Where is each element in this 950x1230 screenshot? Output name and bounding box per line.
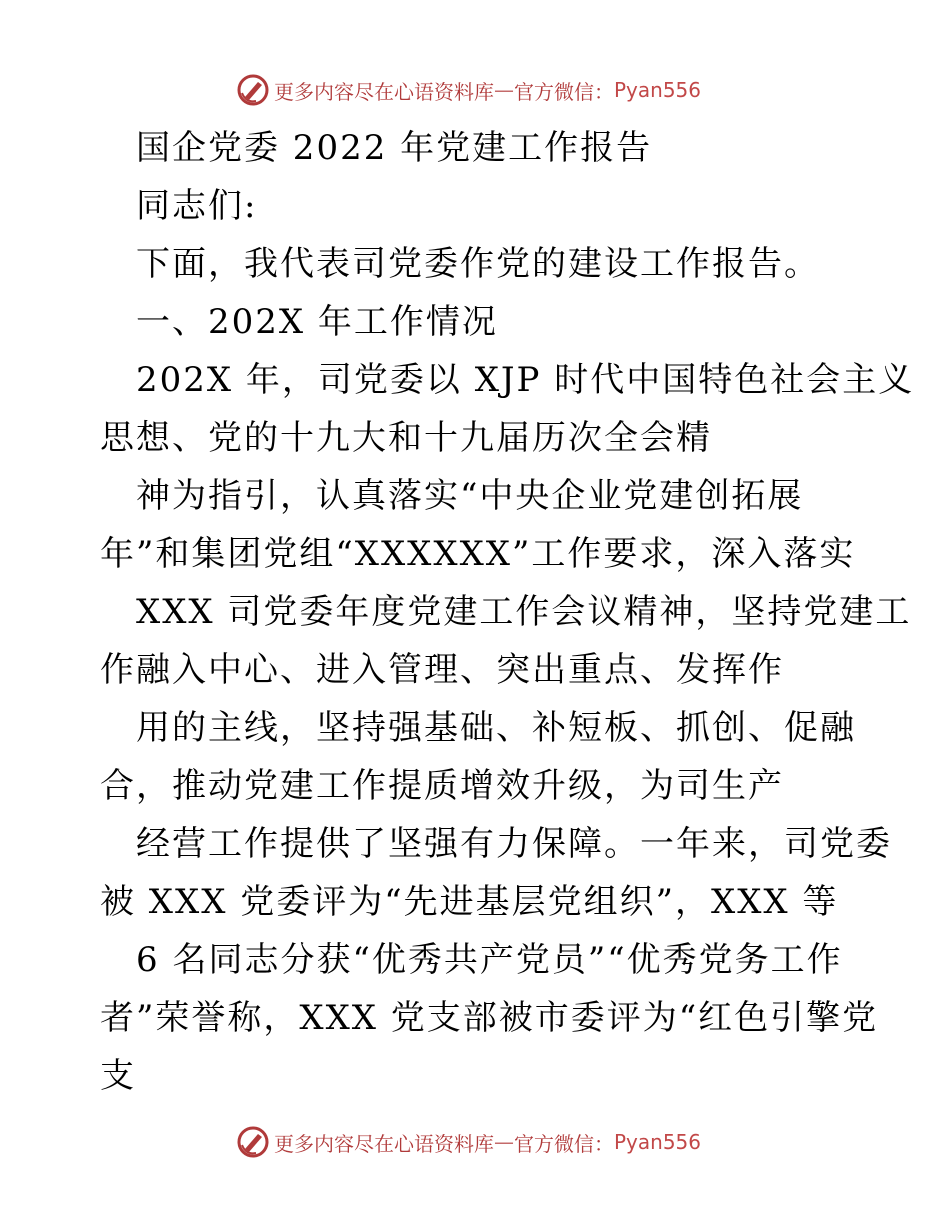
paragraph-line: 神为指引，认真落实“中央企业党建创拓展 [136, 476, 804, 516]
watermark-separator: — [494, 78, 514, 102]
watermark-wechat-id: Pyan556 [614, 78, 702, 102]
watermark-wechat-id: Pyan556 [614, 1130, 702, 1154]
watermark-separator: — [494, 1130, 514, 1154]
paragraph-line: XXX 司党委年度党建工作会议精神，坚持党建工 [136, 592, 912, 632]
paragraph-line: 被 XXX 党委评为“先进基层党组织”，XXX 等 [100, 882, 839, 922]
paragraph-line: 用的主线，坚持强基础、补短板、抓创、促融 [136, 708, 856, 748]
paragraph-line: 6 名同志分获“优秀共产党员”“优秀党务工作 [136, 940, 843, 980]
paragraph-line: 年”和集团党组“XXXXXX”工作要求，深入落实 [100, 534, 856, 574]
document-title: 国企党委 2022 年党建工作报告 [136, 128, 653, 168]
footer-watermark [236, 1124, 701, 1160]
paragraph-line: 作融入中心、进入管理、突出重点、发挥作 [100, 650, 784, 690]
salutation: 同志们: [136, 186, 258, 226]
paragraph-line: 思想、党的十九大和十九届历次全会精 [100, 418, 712, 458]
pen-swirl-logo-icon [236, 73, 270, 107]
watermark-text: 更多内容尽在心语资料库 [274, 1131, 494, 1156]
paragraph-line: 经营工作提供了坚强有力保障。一年来，司党委 [136, 824, 892, 864]
paragraph-line: 者”荣誉称，XXX 党支部被市委评为“红色引擎党 [100, 998, 879, 1038]
header-watermark [236, 72, 701, 108]
watermark-text: 更多内容尽在心语资料库 [274, 79, 494, 104]
paragraph-line: 下面，我代表司党委作党的建设工作报告。 [136, 244, 820, 284]
paragraph-line: 支 [100, 1056, 136, 1096]
watermark-label: 官方微信： [514, 79, 614, 104]
section-heading: 一、202X 年工作情况 [136, 302, 498, 342]
pen-swirl-logo-icon [236, 1125, 270, 1159]
paragraph-line: 202X 年，司党委以 XJP 时代中国特色社会主义 [136, 360, 915, 400]
paragraph-line: 合，推动党建工作提质增效升级，为司生产 [100, 766, 784, 806]
watermark-label: 官方微信： [514, 1131, 614, 1156]
